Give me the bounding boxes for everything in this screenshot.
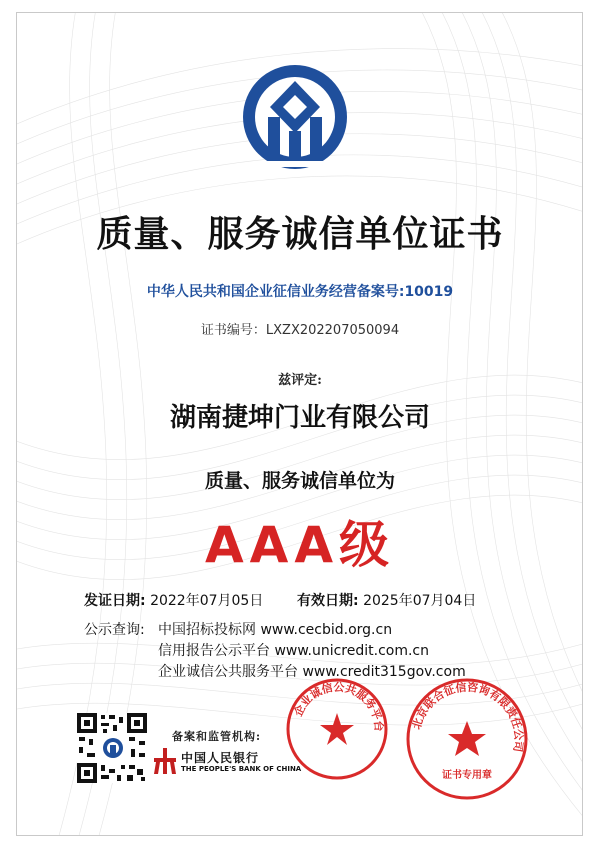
issue-date-label: 发证日期:	[84, 593, 146, 609]
query-line-3: 企业诚信公共服务平台 www.credit315gov.com	[158, 664, 466, 680]
cert-no-label: 证书编号：	[200, 323, 266, 338]
pboc-name-en: THE PEOPLE'S BANK OF CHINA	[181, 765, 302, 773]
seal-left-text: 企业诚信公共服务平台	[291, 680, 386, 732]
pboc-name-cn: 中国人民银行	[181, 751, 260, 765]
issue-date-value: 2022年07月05日	[150, 593, 264, 609]
certificate-number	[0, 319, 600, 338]
registration-label: 备案和监管机构:	[172, 730, 262, 743]
credit-grade: AAA级	[204, 516, 396, 574]
cert-no-value: LXZX202207050094	[265, 323, 400, 338]
star-icon	[448, 721, 486, 756]
company-name: 湖南捷坤门业有限公司	[169, 403, 430, 433]
valid-date	[297, 590, 476, 610]
seal-right-bottom-text: 证书专用章	[442, 770, 492, 781]
seal-right-text: 北京联合征信咨询有限责任公司	[409, 680, 526, 753]
valid-date-value: 2025年07月04日	[363, 593, 477, 609]
query-line-1: 中国招标投标网 www.cecbid.org.cn	[158, 622, 393, 638]
query-line-2: 信用报告公示平台 www.unicredit.com.cn	[158, 643, 429, 659]
record-number: 中华人民共和国企业征信业务经营备案号:10019	[146, 284, 454, 300]
qr-logo-icon	[102, 737, 124, 759]
seal-left	[285, 677, 389, 781]
valid-date-label: 有效日期:	[297, 593, 359, 609]
query-label: 公示查询:	[84, 622, 145, 638]
credit-logo-icon	[230, 57, 360, 177]
certificate-title: 质量、服务诚信单位证书	[96, 214, 504, 255]
evaluated-label: 兹评定:	[278, 373, 322, 388]
unit-text: 质量、服务诚信单位为	[204, 470, 395, 492]
issue-date	[84, 590, 263, 610]
seal-right	[405, 677, 529, 801]
star-icon	[320, 713, 354, 745]
pboc-logo-icon	[152, 746, 178, 776]
